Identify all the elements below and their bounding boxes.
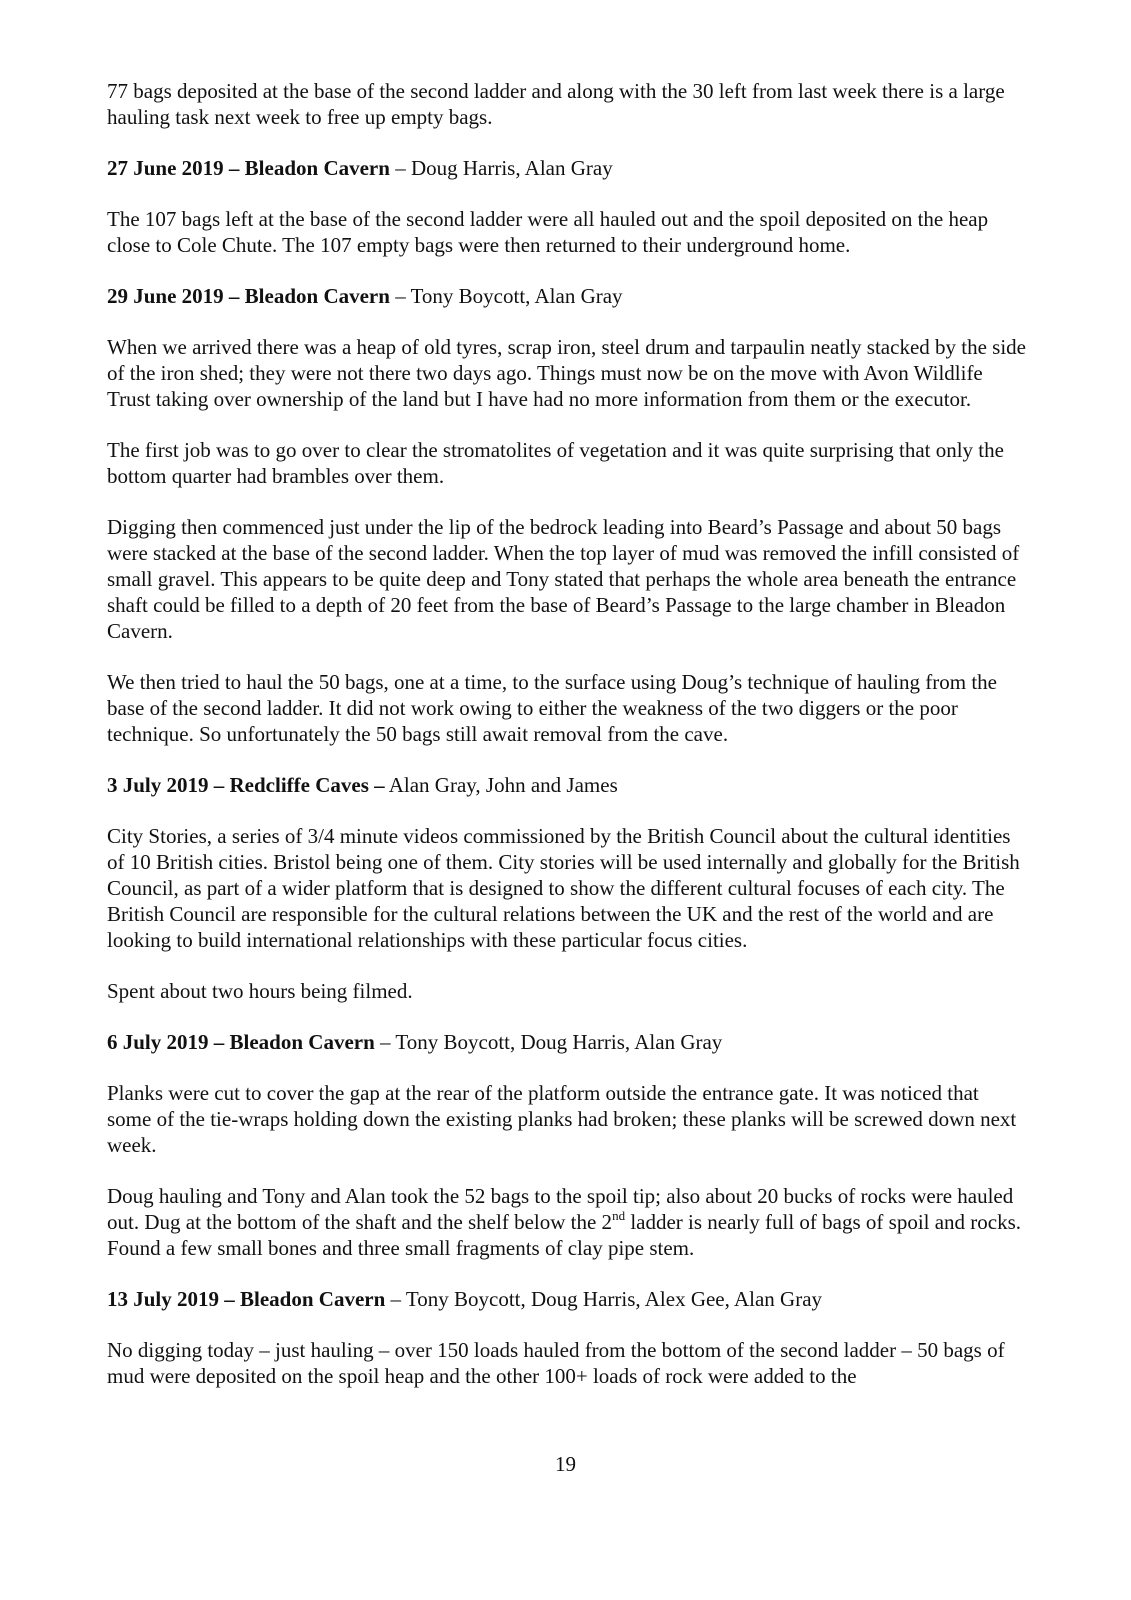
- entry-heading: [107, 283, 1027, 309]
- page-number: 19: [555, 1452, 576, 1476]
- paragraph: The first job was to go over to clear the stromatolites of vegetation and it was quite surprising that only the bottom quarter had brambles over them.: [107, 438, 1004, 488]
- paragraph: Planks were cut to cover the gap at the rear of the platform outside the entrance gate. It was noticed that some of the tie-wraps holding down the existing planks had broken; these planks will be screwed down next week.: [107, 1081, 1017, 1157]
- paragraph: Spent about two hours being filmed.: [107, 979, 413, 1003]
- entry-title: 13 July 2019 – Bleadon Cavern: [107, 1287, 386, 1311]
- entry-heading: [107, 1286, 1027, 1312]
- entry-people: Alan Gray, John and James: [388, 773, 618, 797]
- ordinal-suffix: nd: [612, 1208, 626, 1223]
- paragraph-text: Doug hauling and Tony and Alan took the 52 bags to the spoil tip; also about 20 bucks of rocks were hauled out. Dug at the bottom of the shaft and the shelf below the 2: [107, 1184, 1014, 1234]
- paragraph-text: ladder is nearly full of bags of spoil and rocks. Found a few small bones and three small fragments of clay pipe stem.: [107, 1210, 1022, 1260]
- paragraph: Digging then commenced just under the lip of the bedrock leading into Beard’s Passage and about 50 bags were stacked at the base of the second ladder. When the top layer of mud was removed the infill consisted of small gravel. This appears to be quite deep and Tony stated that perhaps the whole area beneath the entrance shaft could be filled to a depth of 20 feet from the base of Beard’s Passage to the large chamber in Bleadon Cavern.: [107, 515, 1020, 643]
- entry-separator: –: [374, 1030, 396, 1054]
- paragraph: The 107 bags left at the base of the second ladder were all hauled out and the spoil deposited on the heap close to Cole Chute. The 107 empty bags were then returned to their underground home.: [107, 207, 989, 257]
- entry-people: Doug Harris, Alan Gray: [410, 156, 613, 180]
- entry-separator: –: [385, 1287, 406, 1311]
- entry-separator: –: [389, 156, 411, 180]
- entry-title: 3 July 2019 – Redcliffe Caves –: [107, 773, 385, 797]
- document-page: [107, 78, 1027, 1389]
- entry-heading: [107, 155, 1027, 181]
- entry-heading: [107, 1029, 1027, 1055]
- entry-title: 27 June 2019 – Bleadon Cavern: [107, 156, 390, 180]
- paragraph: No digging today – just hauling – over 150 loads hauled from the bottom of the second ladder – 50 bags of mud were deposited on the spoil heap and the other 100+ loads of rock were added to the: [107, 1338, 1005, 1388]
- entry-heading: [107, 772, 1027, 798]
- paragraph: 77 bags deposited at the base of the second ladder and along with the 30 left from last week there is a large hauling task next week to free up empty bags.: [107, 79, 1005, 129]
- entry-people: Tony Boycott, Alan Gray: [410, 284, 623, 308]
- paragraph: We then tried to haul the 50 bags, one at a time, to the surface using Doug’s technique of hauling from the base of the second ladder. It did not work owing to either the weakness of the two diggers or the poor technique. So unfortunately the 50 bags still await removal from the cave.: [107, 670, 997, 746]
- entry-separator: –: [389, 284, 411, 308]
- paragraph: City Stories, a series of 3/4 minute videos commissioned by the British Council about the cultural identities of 10 British cities. Bristol being one of them. City stories will be used internally and globally for the British Council, as part of a wider platform that is designed to show the different cultural focuses of each city. The British Council are responsible for the cultural relations between the UK and the rest of the world and are looking to build international relationships with these particular focus cities.: [107, 824, 1020, 952]
- entry-people: Tony Boycott, Doug Harris, Alex Gee, Alan Gray: [405, 1287, 823, 1311]
- entry-title: 29 June 2019 – Bleadon Cavern: [107, 284, 390, 308]
- entry-title: 6 July 2019 – Bleadon Cavern: [107, 1030, 375, 1054]
- paragraph: [107, 1183, 1027, 1261]
- paragraph: When we arrived there was a heap of old tyres, scrap iron, steel drum and tarpaulin neatly stacked by the side of the iron shed; they were not there two days ago. Things must now be on the move with Avon Wildlife Trust taking over ownership of the land but I have had no more information from them or the executor.: [107, 335, 1026, 411]
- entry-people: Tony Boycott, Doug Harris, Alan Gray: [395, 1030, 723, 1054]
